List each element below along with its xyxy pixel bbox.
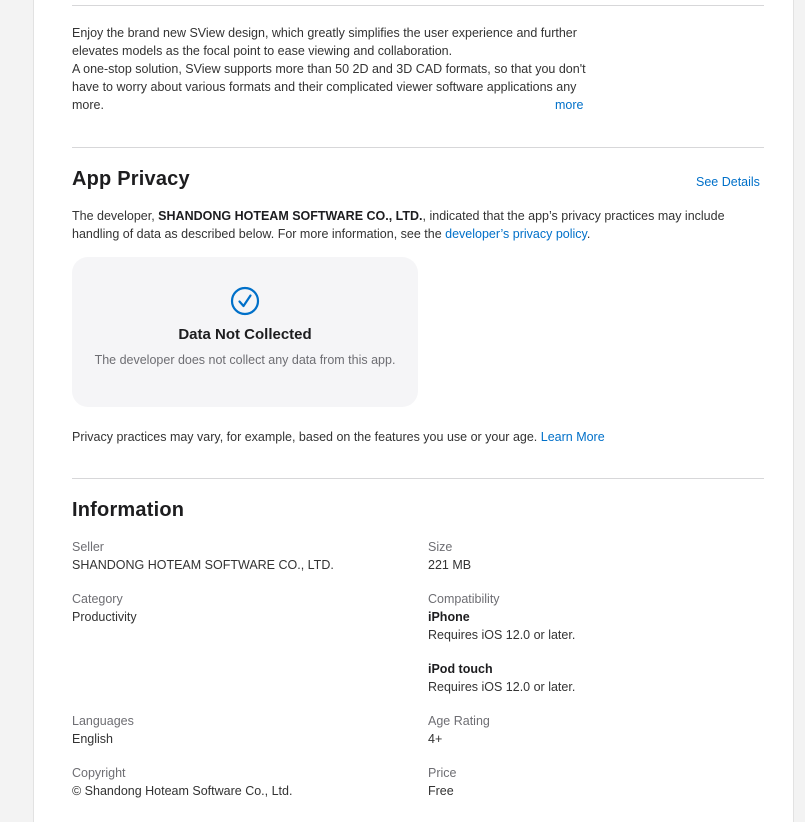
learn-more-link[interactable]: Learn More bbox=[540, 430, 605, 444]
compatibility-requirement-ipod: Requires iOS 12.0 or later. bbox=[428, 680, 576, 694]
developer-name: SHANDONG HOTEAM SOFTWARE CO., LTD. bbox=[158, 209, 423, 223]
seller-value: SHANDONG HOTEAM SOFTWARE CO., LTD. bbox=[72, 558, 334, 572]
price-value: Free bbox=[428, 784, 454, 798]
section-divider bbox=[72, 478, 764, 479]
information-heading: Information bbox=[72, 499, 185, 521]
compatibility-label: Compatibility bbox=[428, 592, 500, 606]
size-label: Size bbox=[428, 540, 453, 554]
see-details-link[interactable]: See Details bbox=[696, 175, 760, 189]
age-rating-label: Age Rating bbox=[428, 714, 490, 728]
privacy-policy-link[interactable]: developer’s privacy policy bbox=[445, 227, 587, 241]
category-label: Category bbox=[72, 592, 123, 606]
category-link[interactable]: Productivity bbox=[72, 610, 137, 624]
privacy-footer bbox=[72, 428, 605, 446]
description-paragraph-1: Enjoy the brand new SView design, which greatly simplifies the user experience and further elevates models as the focal point to ease viewing and collaboration. bbox=[72, 26, 577, 58]
data-not-collected-card bbox=[72, 257, 418, 407]
checkmark-circle-icon bbox=[230, 286, 260, 316]
price-label: Price bbox=[428, 766, 457, 780]
more-link[interactable]: more bbox=[555, 98, 584, 112]
privacy-text-end: . bbox=[586, 227, 591, 241]
app-store-page bbox=[33, 0, 794, 822]
section-divider bbox=[72, 147, 764, 148]
copyright-value: © Shandong Hoteam Software Co., Ltd. bbox=[72, 784, 293, 798]
size-value: 221 MB bbox=[428, 558, 472, 572]
top-divider bbox=[72, 5, 764, 6]
copyright-label: Copyright bbox=[72, 766, 126, 780]
languages-label: Languages bbox=[72, 714, 134, 728]
age-rating-value: 4+ bbox=[428, 732, 443, 746]
compatibility-device-ipod: iPod touch bbox=[428, 662, 493, 676]
compatibility-requirement-iphone: Requires iOS 12.0 or later. bbox=[428, 628, 576, 642]
app-description bbox=[72, 24, 592, 114]
languages-value: English bbox=[72, 732, 113, 746]
description-paragraph-2: A one-stop solution, SView supports more than 50 2D and 3D CAD formats, so that you don't have to worry about various formats and their complicated viewer software applications any more. bbox=[72, 62, 586, 112]
privacy-text-start: The developer, bbox=[72, 209, 159, 223]
compatibility-device-iphone: iPhone bbox=[428, 610, 470, 624]
app-privacy-heading: App Privacy bbox=[72, 168, 190, 190]
card-description: The developer does not collect any data from this app. bbox=[94, 353, 396, 367]
seller-label: Seller bbox=[72, 540, 104, 554]
privacy-footer-text: Privacy practices may vary, for example, based on the features you use or your age. bbox=[72, 430, 541, 444]
privacy-text-middle: , indicated that the app’s privacy practices may include handling of data as described below. For more information, see the bbox=[72, 209, 725, 241]
card-title: Data Not Collected bbox=[178, 326, 312, 343]
privacy-description bbox=[72, 207, 752, 243]
